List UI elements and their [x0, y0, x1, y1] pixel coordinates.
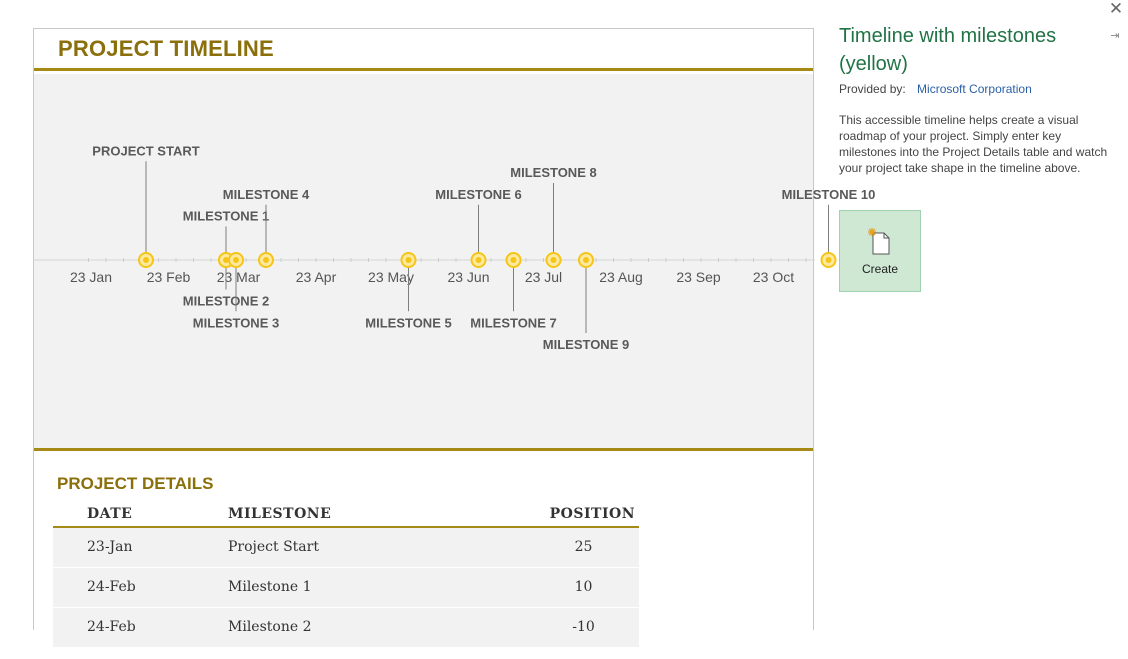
milestone-label: MILESTONE 8: [510, 165, 597, 180]
template-title: Timeline with milestones (yellow): [839, 25, 1057, 75]
column-header-milestone: MILESTONE: [228, 501, 528, 527]
table-row: [53, 567, 639, 607]
close-icon[interactable]: ✕: [1108, 0, 1124, 18]
milestone-label: MILESTONE 3: [192, 315, 280, 331]
milestone-marker-dot: [551, 257, 557, 263]
template-description: This accessible timeline helps create a visual roadmap of your project. Simply enter key milestones into the Project Details table and watch your project take shape in the timeline above.: [839, 113, 1108, 175]
create-button[interactable]: [839, 210, 921, 292]
cell-position: 10: [528, 567, 639, 607]
provided-by-row: [839, 82, 1032, 96]
project-details-section: [34, 448, 813, 635]
milestone-marker-dot: [583, 257, 589, 263]
milestone-marker-dot: [826, 257, 832, 263]
milestone-marker-dot: [406, 257, 412, 263]
milestone-label: MILESTONE 5: [365, 315, 452, 331]
month-label: 23 Sep: [676, 269, 721, 285]
table-row: [53, 527, 639, 567]
month-label: 23 Feb: [146, 269, 191, 285]
month-label: 23 Jan: [69, 269, 113, 285]
milestone-label: MILESTONE 4: [222, 186, 310, 202]
month-label: 23 Apr: [295, 269, 337, 285]
milestone-label: MILESTONE 10: [781, 186, 876, 202]
project-details-table: [53, 501, 639, 648]
cell-position: -10: [528, 607, 639, 647]
cell-milestone: Milestone 1: [228, 567, 528, 607]
milestone-marker-dot: [263, 257, 269, 263]
month-label: 23 Jun: [447, 269, 490, 285]
cell-date: 24-Feb: [53, 607, 228, 647]
milestone-label: MILESTONE 2: [182, 293, 270, 309]
month-label: 23 Oct: [752, 269, 795, 285]
project-details-title: PROJECT DETAILS: [57, 474, 214, 493]
month-label: 23 Mar: [216, 269, 261, 285]
column-header-date: DATE: [53, 501, 228, 527]
milestone-marker-dot: [143, 257, 149, 263]
cell-date: 24-Feb: [53, 567, 228, 607]
milestone-label: PROJECT START: [92, 143, 200, 159]
new-document-icon: [867, 228, 893, 256]
provided-by-link[interactable]: Microsoft Corporation: [917, 82, 1032, 96]
provided-by-label: Provided by:: [839, 82, 906, 96]
milestone-label: MILESTONE 7: [470, 315, 557, 331]
milestone-marker-dot: [476, 257, 482, 263]
pin-icon[interactable]: ⇥: [1110, 30, 1120, 42]
milestone-marker-dot: [511, 257, 517, 263]
project-timeline-title: PROJECT TIMELINE: [58, 36, 274, 61]
month-label: 23 Jul: [524, 269, 563, 285]
cell-position: 25: [528, 527, 639, 567]
milestone-label: MILESTONE 1: [182, 208, 270, 224]
column-header-position: POSITION: [528, 501, 639, 527]
create-button-label: Create: [861, 262, 899, 276]
milestone-label: MILESTONE 9: [542, 337, 630, 352]
month-label: 23 May: [368, 269, 414, 285]
table-header-row: [53, 501, 639, 527]
cell-milestone: Project Start: [228, 527, 528, 567]
month-label: 23 Aug: [599, 269, 643, 285]
project-timeline-header: [34, 29, 813, 71]
cell-milestone: Milestone 2: [228, 607, 528, 647]
milestone-marker-dot: [233, 257, 239, 263]
table-row: [53, 607, 639, 647]
milestone-label: MILESTONE 6: [435, 186, 522, 202]
cell-date: 23-Jan: [53, 527, 228, 567]
